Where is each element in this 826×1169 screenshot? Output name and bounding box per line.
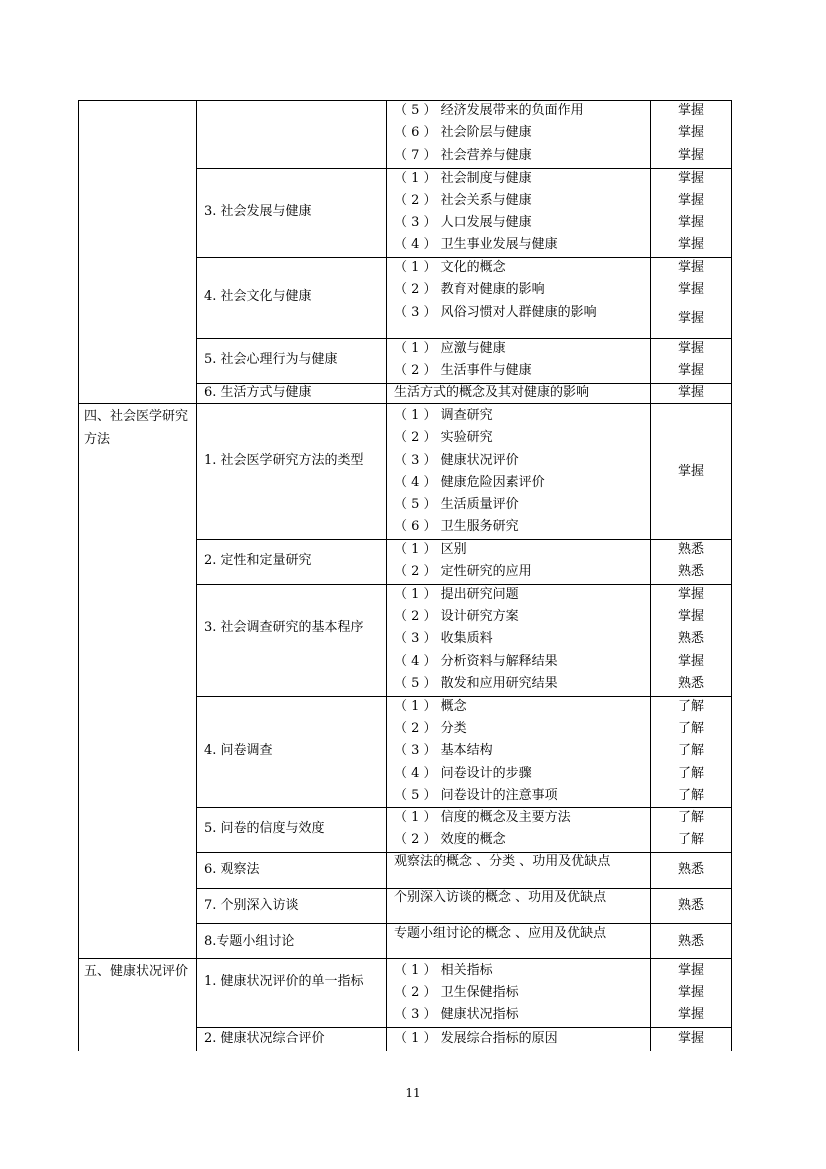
mastery-level: 熟悉 — [677, 564, 704, 579]
list-item: （ 1 ） 调查研究 — [394, 408, 493, 423]
mastery-level: 掌握 — [677, 311, 704, 326]
mastery-level: 掌握 — [677, 125, 704, 140]
mastery-level: 掌握 — [677, 1031, 704, 1046]
list-item: （ 5 ） 问卷设计的注意事项 — [394, 788, 558, 803]
list-item: （ 7 ） 社会营养与健康 — [394, 148, 532, 163]
table-column-divider — [196, 100, 197, 1051]
topic-title: 7. 个别深入访谈 — [204, 898, 299, 913]
list-item: （ 4 ） 问卷设计的步骤 — [394, 766, 532, 781]
mastery-level: 熟悉 — [677, 542, 704, 557]
mastery-level: 熟悉 — [677, 631, 704, 646]
list-item: 专题小组讨论的概念 、应用及优缺点 — [394, 926, 607, 941]
list-item: （ 2 ） 卫生保健指标 — [394, 985, 519, 1000]
list-item: （ 1 ） 信度的概念及主要方法 — [394, 810, 571, 825]
mastery-level: 了解 — [677, 832, 704, 847]
mastery-level: 了解 — [677, 788, 704, 803]
list-item: （ 5 ） 经济发展带来的负面作用 — [394, 103, 584, 118]
mastery-level: 掌握 — [677, 215, 704, 230]
topic-title: 6. 生活方式与健康 — [204, 385, 312, 400]
mastery-level: 了解 — [677, 743, 704, 758]
mastery-level: 了解 — [677, 721, 704, 736]
mastery-level: 掌握 — [677, 609, 704, 624]
table-column-divider — [386, 100, 387, 1051]
list-item: （ 1 ） 提出研究问题 — [394, 587, 519, 602]
list-item: （ 2 ） 生活事件与健康 — [394, 363, 532, 378]
mastery-level: 掌握 — [677, 363, 704, 378]
topic-title: 5. 社会心理行为与健康 — [204, 352, 338, 367]
list-item: （ 2 ） 分类 — [394, 721, 467, 736]
topic-title: 4. 问卷调查 — [204, 743, 273, 758]
list-item: （ 1 ） 应激与健康 — [394, 341, 506, 356]
list-item: （ 6 ） 卫生服务研究 — [394, 519, 519, 534]
mastery-level: 掌握 — [677, 1007, 704, 1022]
chapter-title: 四、社会医学研究方法 — [84, 409, 189, 447]
chapter-title: 五、健康状况评价 — [84, 964, 189, 979]
list-item: （ 3 ） 健康状况评价 — [394, 453, 519, 468]
list-item: （ 5 ） 散发和应用研究结果 — [394, 676, 558, 691]
topic-title: 2. 定性和定量研究 — [204, 553, 312, 568]
mastery-level: 了解 — [677, 810, 704, 825]
list-item: （ 2 ） 定性研究的应用 — [394, 564, 532, 579]
mastery-level: 了解 — [677, 699, 704, 714]
mastery-level: 掌握 — [677, 148, 704, 163]
topic-title: 2. 健康状况综合评价 — [204, 1031, 325, 1046]
mastery-level: 掌握 — [677, 171, 704, 186]
topic-title: 8.专题小组讨论 — [204, 934, 295, 949]
mastery-level: 掌握 — [677, 103, 704, 118]
mastery-level: 了解 — [677, 766, 704, 781]
list-item: （ 2 ） 效度的概念 — [394, 832, 506, 847]
topic-title: 4. 社会文化与健康 — [204, 289, 312, 304]
mastery-level: 掌握 — [677, 237, 704, 252]
page-number: 11 — [405, 1086, 421, 1100]
list-item: （ 1 ） 文化的概念 — [394, 260, 506, 275]
mastery-level: 掌握 — [677, 963, 704, 978]
list-item: （ 1 ） 区别 — [394, 542, 467, 557]
mastery-level: 掌握 — [677, 587, 704, 602]
table-border-left — [78, 100, 79, 1051]
topic-title: 5. 问卷的信度与效度 — [204, 821, 325, 836]
list-item: （ 2 ） 社会关系与健康 — [394, 193, 532, 208]
list-item: （ 4 ） 分析资料与解释结果 — [394, 654, 558, 669]
list-item: （ 1 ） 发展综合指标的原因 — [394, 1031, 558, 1046]
list-item: （ 2 ） 实验研究 — [394, 430, 493, 445]
mastery-level: 掌握 — [677, 282, 704, 297]
mastery-level: 掌握 — [677, 385, 704, 400]
list-item: 个别深入访谈的概念 、功用及优缺点 — [394, 890, 607, 905]
table-border-right — [731, 100, 732, 1051]
list-item: （ 3 ） 健康状况指标 — [394, 1007, 519, 1022]
topic-title: 3. 社会调查研究的基本程序 — [204, 620, 364, 635]
list-item: 生活方式的概念及其对健康的影响 — [394, 385, 590, 400]
topic-title: 1. 社会医学研究方法的类型 — [204, 453, 364, 468]
list-item: （ 3 ） 风俗习惯对人群健康的影响 — [394, 305, 597, 320]
mastery-level: 熟悉 — [677, 934, 704, 949]
list-item: （ 2 ） 设计研究方案 — [394, 609, 519, 624]
mastery-level: 掌握 — [677, 341, 704, 356]
list-item: （ 2 ） 教育对健康的影响 — [394, 282, 545, 297]
list-item: （ 1 ） 相关指标 — [394, 963, 493, 978]
list-item: （ 4 ） 健康危险因素评价 — [394, 475, 545, 490]
list-item: （ 3 ） 收集质料 — [394, 631, 493, 646]
mastery-level: 掌握 — [677, 464, 704, 479]
list-item: （ 1 ） 社会制度与健康 — [394, 171, 532, 186]
list-item: （ 1 ） 概念 — [394, 699, 467, 714]
topic-title: 1. 健康状况评价的单一指标 — [204, 974, 364, 989]
list-item: （ 5 ） 生活质量评价 — [394, 497, 519, 512]
list-item: 观察法的概念 、分类 、功用及优缺点 — [394, 854, 611, 869]
mastery-level: 掌握 — [677, 985, 704, 1000]
list-item: （ 3 ） 基本结构 — [394, 743, 493, 758]
mastery-level: 掌握 — [677, 654, 704, 669]
list-item: （ 6 ） 社会阶层与健康 — [394, 125, 532, 140]
topic-title: 6. 观察法 — [204, 862, 260, 877]
topic-title: 3. 社会发展与健康 — [204, 204, 312, 219]
list-item: （ 4 ） 卫生事业发展与健康 — [394, 237, 558, 252]
table-row-divider — [78, 958, 732, 959]
mastery-level: 熟悉 — [677, 898, 704, 913]
list-item: （ 3 ） 人口发展与健康 — [394, 215, 532, 230]
mastery-level: 熟悉 — [677, 862, 704, 877]
mastery-level: 熟悉 — [677, 676, 704, 691]
mastery-level: 掌握 — [677, 193, 704, 208]
mastery-level: 掌握 — [677, 260, 704, 275]
